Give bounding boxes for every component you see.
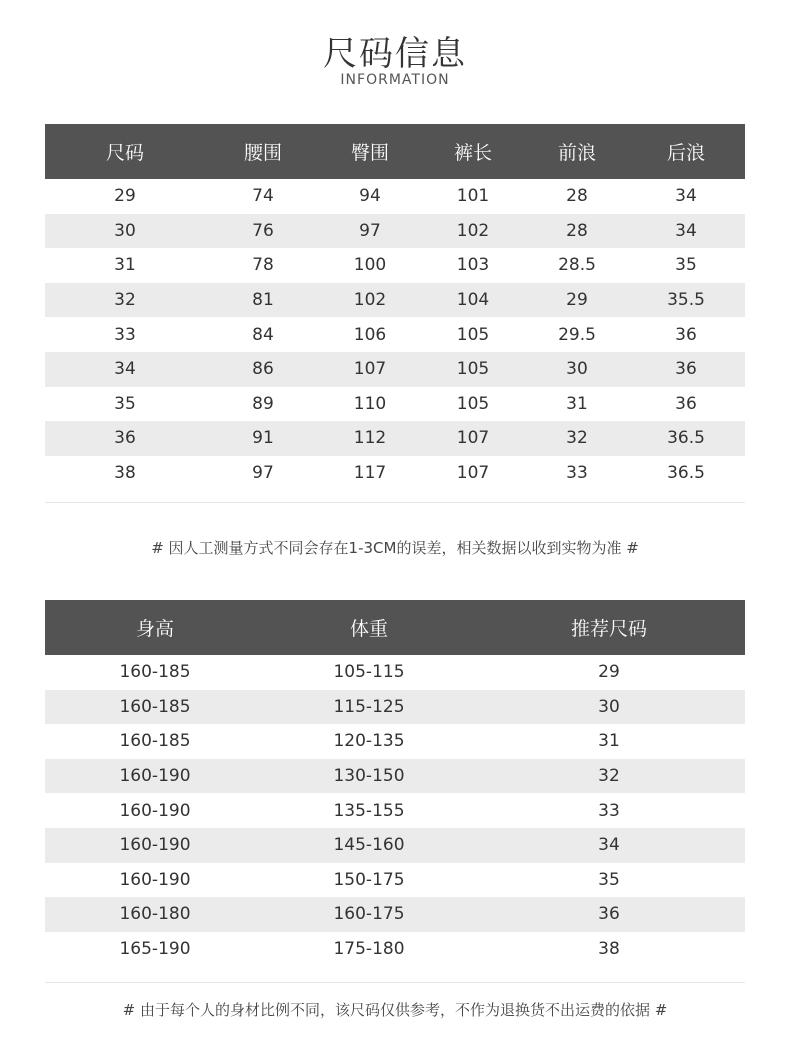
table-cell: 36.5 [667,428,705,449]
table-row [45,387,745,422]
table-row [45,317,745,352]
table-cell: 30 [566,359,588,380]
table-cell: 33 [598,800,620,821]
table-cell: 29 [598,662,620,683]
table-cell: 160-190 [119,835,191,856]
table-cell: 103 [456,255,490,276]
table-cell: 29 [114,186,136,207]
table-cell: 30 [114,220,136,241]
table-cell: 33 [566,463,588,484]
table-cell: 105-115 [333,662,405,683]
disclaimer-note: # 由于每个人的身材比例不同，该尺码仅供参考，不作为退换货不出运费的依据 # [122,1001,668,1019]
measurement-note: # 因人工测量方式不同会存在1-3CM的误差，相关数据以收到实物为准 # [151,539,639,557]
size-table-column-header: 裤长 [453,142,492,164]
table-cell: 160-190 [119,869,191,890]
table-row [45,456,745,491]
table-cell: 30 [598,696,620,717]
table-cell: 34 [675,186,697,207]
table-cell: 35 [598,869,620,890]
table-cell: 91 [252,428,274,449]
table-cell: 160-185 [119,696,191,717]
table-cell: 36 [675,324,697,345]
table-cell: 145-160 [333,835,405,856]
divider [45,502,745,503]
table-cell: 110 [353,393,387,414]
table-cell: 76 [252,220,274,241]
table-cell: 175-180 [333,939,405,960]
table-row [45,214,745,249]
table-cell: 107 [353,359,387,380]
table-row [45,421,745,456]
table-cell: 104 [456,290,490,311]
table-row [45,179,745,214]
table-cell: 36.5 [667,463,705,484]
table-cell: 36 [598,904,620,925]
table-cell: 102 [456,220,490,241]
table-cell: 36 [675,359,697,380]
table-cell: 31 [566,393,588,414]
table-cell: 112 [353,428,387,449]
table-cell: 130-150 [333,766,405,787]
table-cell: 105 [456,359,490,380]
table-row [45,352,745,387]
table-cell: 34 [598,835,620,856]
table-cell: 34 [675,220,697,241]
table-cell: 89 [252,393,274,414]
table-cell: 86 [252,359,274,380]
table-cell: 97 [359,220,381,241]
table-row [45,863,745,898]
divider [45,982,745,983]
recommend-table-column-header: 身高 [135,618,174,640]
table-cell: 36 [675,393,697,414]
table-cell: 135-155 [333,800,405,821]
table-cell: 35.5 [667,290,705,311]
table-cell: 32 [114,290,136,311]
table-cell: 150-175 [333,869,405,890]
table-row [45,283,745,318]
table-row [45,793,745,828]
table-cell: 29 [566,290,588,311]
table-row [45,248,745,283]
table-cell: 32 [566,428,588,449]
table-cell: 160-185 [119,662,191,683]
table-cell: 107 [456,463,490,484]
size-table-header [45,124,745,179]
table-cell: 84 [252,324,274,345]
page-subtitle: INFORMATION [340,72,450,88]
table-row [45,655,745,690]
size-table-column-header: 前浪 [557,142,596,164]
table-cell: 36 [114,428,136,449]
size-table-column-header: 臀围 [350,142,389,164]
table-cell: 160-190 [119,766,191,787]
size-table-column-header: 尺码 [105,142,144,164]
table-cell: 81 [252,290,274,311]
table-cell: 107 [456,428,490,449]
table-cell: 97 [252,463,274,484]
recommend-table [45,600,745,966]
table-cell: 115-125 [333,696,405,717]
table-cell: 105 [456,393,490,414]
size-table-column-header: 后浪 [666,142,705,164]
table-cell: 160-175 [333,904,405,925]
table-cell: 160-185 [119,731,191,752]
table-row [45,690,745,725]
table-cell: 117 [353,463,387,484]
table-cell: 28 [566,220,588,241]
table-cell: 160-180 [119,904,191,925]
table-row [45,932,745,967]
table-cell: 35 [675,255,697,276]
table-row [45,897,745,932]
recommend-table-header [45,600,745,655]
table-cell: 28 [566,186,588,207]
table-cell: 31 [114,255,136,276]
table-row [45,724,745,759]
table-cell: 32 [598,766,620,787]
table-cell: 74 [252,186,274,207]
size-table [45,124,745,490]
table-cell: 34 [114,359,136,380]
table-cell: 165-190 [119,939,191,960]
table-row [45,759,745,794]
table-cell: 100 [353,255,387,276]
table-cell: 120-135 [333,731,405,752]
table-cell: 94 [359,186,381,207]
table-cell: 33 [114,324,136,345]
table-cell: 31 [598,731,620,752]
table-cell: 29.5 [558,324,596,345]
size-table-column-header: 腰围 [243,142,282,164]
table-row [45,828,745,863]
table-cell: 38 [114,463,136,484]
table-cell: 38 [598,939,620,960]
table-cell: 35 [114,393,136,414]
table-cell: 78 [252,255,274,276]
table-cell: 101 [456,186,490,207]
recommend-table-column-header: 体重 [349,618,388,640]
page-title: 尺码信息 [323,34,467,74]
recommend-table-column-header: 推荐尺码 [570,618,647,640]
table-cell: 102 [353,290,387,311]
table-cell: 105 [456,324,490,345]
table-cell: 160-190 [119,800,191,821]
table-cell: 106 [353,324,387,345]
table-cell: 28.5 [558,255,596,276]
